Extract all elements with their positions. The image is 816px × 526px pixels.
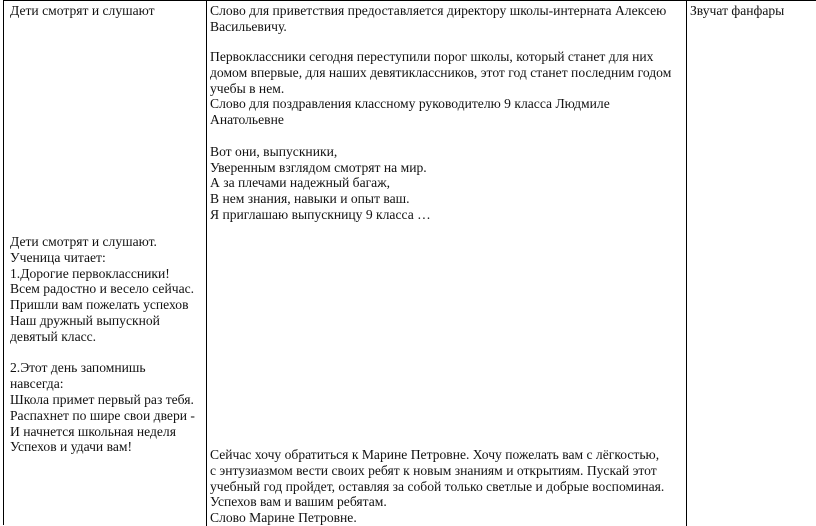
col1-line: 1.Дорогие первоклассники! xyxy=(10,265,170,281)
col2-line: Успехов вам и вашим ребятам. xyxy=(210,494,387,510)
col2-line: Слово для поздравления классному руководителю 9 класса Людмиле xyxy=(210,96,610,112)
col1-line: 2.Этот день запомнишь xyxy=(10,360,146,376)
col1-line: Пришли вам пожелать успехов xyxy=(10,297,189,313)
col2-line: В нем знания, навыки и опыт ваш. xyxy=(210,191,410,207)
col1-line xyxy=(10,345,195,361)
column-music xyxy=(687,1,816,526)
col2-line: учебный год пройдет, оставляя за собой только светлые и добрые воспоминая. xyxy=(210,478,665,494)
col1-line: Распахнет по шире свои двери - xyxy=(10,407,195,423)
col1-student-poem xyxy=(10,234,195,455)
col2-middle xyxy=(210,49,671,223)
col2-line: учебы в нем. xyxy=(210,80,285,96)
col2-line xyxy=(210,128,671,144)
col2-intro xyxy=(210,3,666,35)
col1-top-text: Дети смотрят и слушают xyxy=(10,3,155,18)
col2-line: Слово для приветствия предоставляется директору школы-интерната Алексею xyxy=(210,3,667,18)
col2-line: Васильевичу. xyxy=(210,18,287,34)
col1-line: девятый класс. xyxy=(10,328,97,344)
col1-line: Школа примет первый раз тебя. xyxy=(10,391,194,407)
col2-line: А за плечами надежный багаж, xyxy=(210,175,390,191)
col1-line: И начнется школьная неделя xyxy=(10,423,176,439)
col2-line: Слово Марине Петровне. xyxy=(210,510,357,526)
col2-line: Я приглашаю выпускницу 9 класса … xyxy=(210,206,431,222)
col2-bottom xyxy=(210,447,664,526)
col1-line: навсегда: xyxy=(10,376,64,392)
col2-line: с энтузиазмом вести своих ребят к новым знаниям и открытиям. Пускай этот xyxy=(210,462,657,478)
col1-line: Наш дружный выпускной xyxy=(10,312,160,328)
col1-line: Успехов и удачи вам! xyxy=(10,439,132,455)
col2-line: Вот они, выпускники, xyxy=(210,143,338,159)
col1-line: Дети смотрят и слушают. xyxy=(10,234,157,249)
col2-line: Сейчас хочу обратиться к Марине Петровне. Хочу пожелать вам с лёгкостью, xyxy=(210,447,660,462)
col3-top-text: Звучат фанфары xyxy=(690,3,785,18)
col2-line: Анатольевне xyxy=(210,112,284,128)
col2-line: домом впервые, для наших девятиклассников, этот год станет последним годом xyxy=(210,64,672,80)
col1-line: Ученица читает: xyxy=(10,249,106,265)
col2-line: Уверенным взглядом смотрят на мир. xyxy=(210,159,427,175)
col2-line: Первоклассники сегодня переступили порог школы, который станет для них xyxy=(210,49,654,64)
col1-line: Всем радостно и весело сейчас. xyxy=(10,281,195,297)
